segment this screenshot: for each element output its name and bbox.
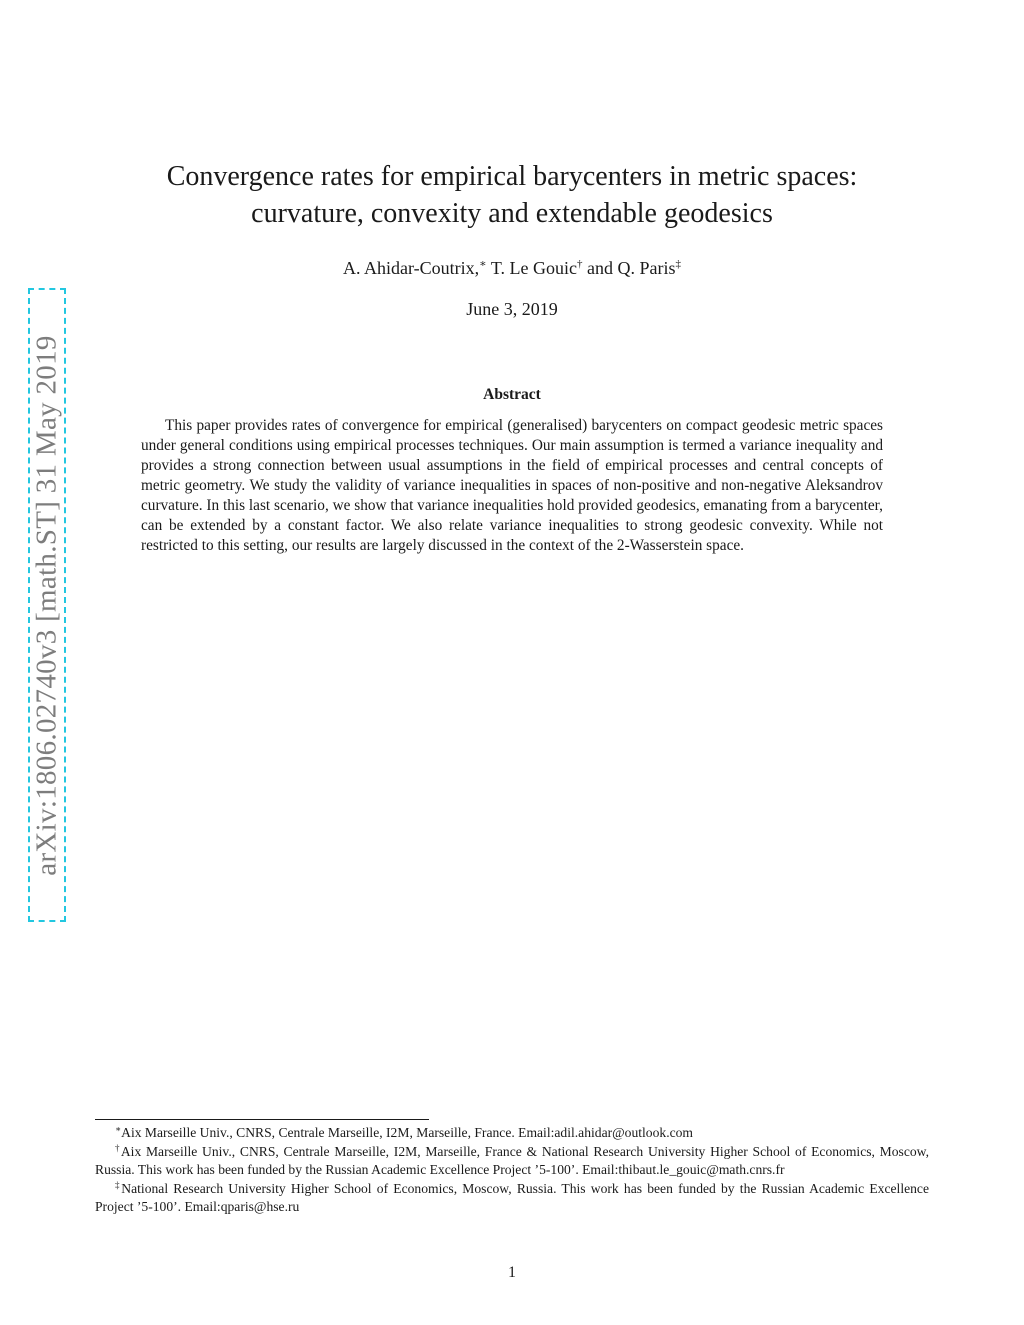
arxiv-stamp [28, 288, 66, 922]
footnote-text: Aix Marseille Univ., CNRS, Centrale Marseille, I2M, Marseille, France & National Research University Higher School of Economics, Moscow, Russia. This work has been funded by the Russian Academic Excellence Project ’5-100’. Email:thibaut.le_gouic@math.cnrs.fr [95, 1143, 929, 1177]
author-mark: † [576, 258, 583, 270]
paper-date: June 3, 2019 [466, 299, 558, 319]
footnote-divider [95, 1119, 429, 1120]
title-line-2: curvature, convexity and extendable geodesics [251, 198, 773, 229]
author-list [0, 256, 1024, 280]
author-name: T. Le Gouic [490, 258, 577, 278]
footnote-mark: ‡ [115, 1179, 122, 1190]
abstract-heading: Abstract [483, 386, 541, 403]
page-number: 1 [508, 1264, 516, 1281]
arxiv-stamp-text: arXiv:1806.02740v3 [math.ST] 31 May 2019 [30, 334, 63, 876]
footnotes [95, 1124, 929, 1217]
footnote-mark: ∗ [115, 1124, 122, 1134]
author-name: A. Ahidar-Coutrix, [343, 258, 480, 278]
footnote-text: National Research University Higher School of Economics, Moscow, Russia. This work has been funded by the Russian Academic Excellence Project ’5-100’. Email:qparis@hse.ru [95, 1180, 929, 1214]
footnote-mark: † [115, 1142, 121, 1153]
footnote [95, 1180, 929, 1217]
author-mark: ‡ [675, 258, 681, 270]
author-name: and Q. Paris [586, 258, 676, 278]
abstract-text: This paper provides rates of convergence for empirical (generalised) barycenters on compact geodesic metric spaces under general conditions using empirical processes techniques. Our main assumption is termed a variance inequality and provides a strong connection between usual assumptions in the field of empirical processes and central concepts of metric geometry. We study the validity of variance inequalities in spaces of non-positive and non-negative Aleksandrov curvature. In this last scenario, we show that variance inequalities hold provided geodesics, emanating from a barycenter, can be extended by a constant factor. We also relate variance inequalities to strong geodesic convexity. While not restricted to this setting, our results are largely discussed in the context of the 2-Wasserstein space. [141, 417, 883, 554]
paper-title [0, 158, 1024, 232]
footnote [95, 1143, 929, 1180]
author-mark: ∗ [479, 258, 487, 270]
title-line-1: Convergence rates for empirical barycenters in metric spaces: [166, 161, 858, 192]
footnote [95, 1124, 929, 1143]
footnote-text: Aix Marseille Univ., CNRS, Centrale Marseille, I2M, Marseille, France. Email:adil.ahidar@outlook.com [121, 1125, 693, 1140]
